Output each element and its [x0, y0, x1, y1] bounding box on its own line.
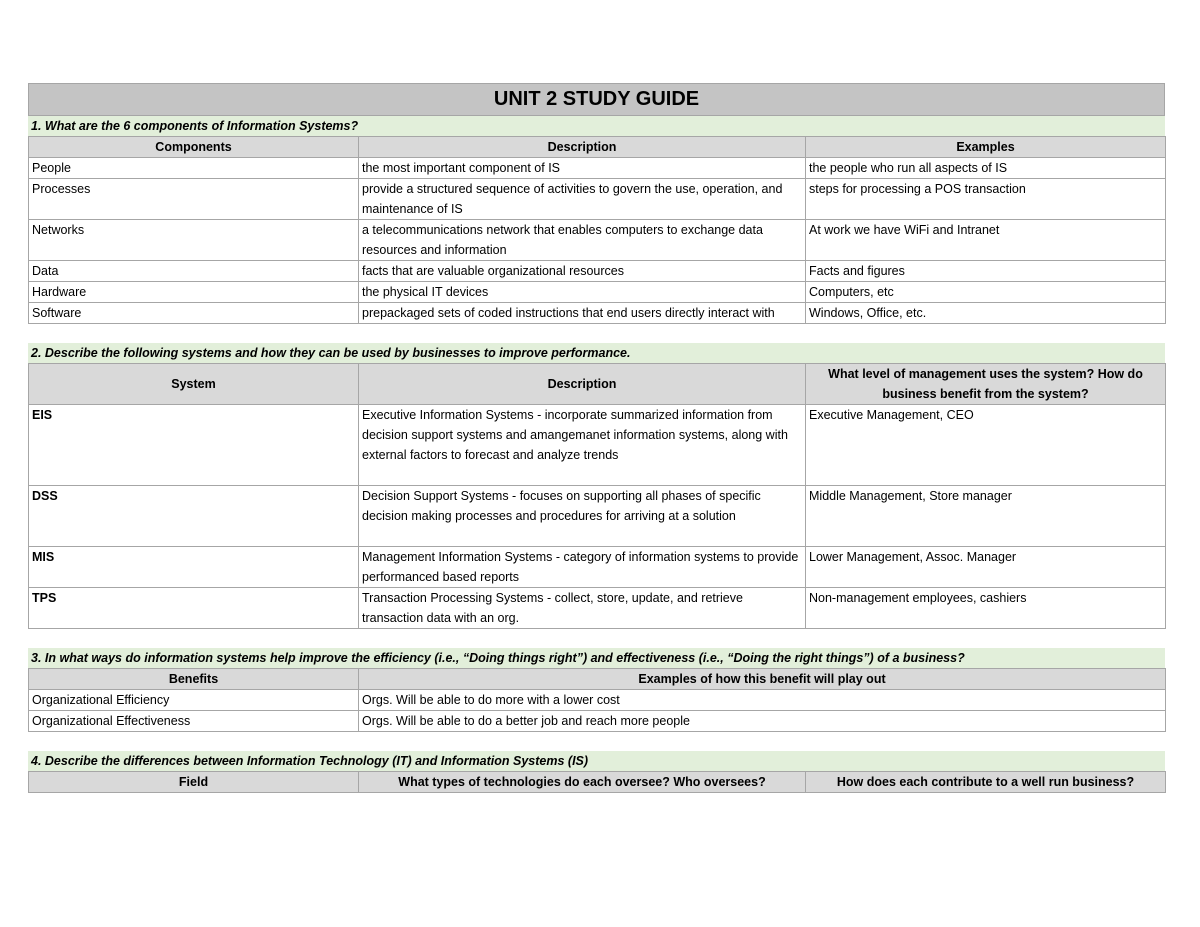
column-header: What level of management uses the system? How do business benefit from the system?: [806, 364, 1166, 405]
component-cell: Processes: [29, 179, 359, 220]
description-cell: Executive Information Systems - incorporate summarized information from decision support systems and amangemanet information systems, along with external factors to forecast and analyze trends: [359, 405, 806, 486]
benefit-cell: Organizational Effectiveness: [29, 711, 359, 732]
example-cell: Windows, Office, etc.: [806, 303, 1166, 324]
system-cell: DSS: [29, 486, 359, 547]
benefits-table: [28, 668, 1166, 732]
table-row: [29, 158, 1166, 179]
table-row: [29, 690, 1166, 711]
table-header-row: [29, 669, 1166, 690]
systems-table: [28, 363, 1166, 629]
question-3: 3. In what ways do information systems help improve the efficiency (i.e., “Doing things right”) and effectiveness (i.e., “Doing the right things”) of a business?: [28, 648, 1165, 668]
component-cell: Networks: [29, 220, 359, 261]
example-cell: Orgs. Will be able to do more with a lower cost: [359, 690, 1166, 711]
component-cell: Data: [29, 261, 359, 282]
description-cell: a telecommunications network that enables computers to exchange data resources and information: [359, 220, 806, 261]
column-header: System: [29, 364, 359, 405]
example-cell: Orgs. Will be able to do a better job and reach more people: [359, 711, 1166, 732]
management-level-cell: Lower Management, Assoc. Manager: [806, 547, 1166, 588]
table-row: [29, 282, 1166, 303]
example-cell: the people who run all aspects of IS: [806, 158, 1166, 179]
example-cell: Facts and figures: [806, 261, 1166, 282]
section-spacer: [28, 629, 1165, 648]
system-cell: MIS: [29, 547, 359, 588]
table-row: [29, 405, 1166, 486]
table-row: [29, 179, 1166, 220]
table-header-row: [29, 364, 1166, 405]
system-cell: EIS: [29, 405, 359, 486]
table-row: [29, 303, 1166, 324]
table-row: [29, 220, 1166, 261]
table-row: [29, 588, 1166, 629]
section-spacer: [28, 732, 1165, 751]
column-header: Field: [29, 772, 359, 793]
management-level-cell: Executive Management, CEO: [806, 405, 1166, 486]
system-cell: TPS: [29, 588, 359, 629]
question-1: 1. What are the 6 components of Information Systems?: [28, 116, 1165, 136]
column-header: Description: [359, 364, 806, 405]
description-cell: prepackaged sets of coded instructions that end users directly interact with: [359, 303, 806, 324]
column-header: Examples of how this benefit will play out: [359, 669, 1166, 690]
management-level-cell: Middle Management, Store manager: [806, 486, 1166, 547]
column-header: Description: [359, 137, 806, 158]
page-title: UNIT 2 STUDY GUIDE: [28, 83, 1165, 116]
example-cell: steps for processing a POS transaction: [806, 179, 1166, 220]
column-header: Benefits: [29, 669, 359, 690]
benefit-cell: Organizational Efficiency: [29, 690, 359, 711]
components-table: [28, 136, 1166, 324]
section-spacer: [28, 324, 1165, 343]
table-row: [29, 261, 1166, 282]
table-row: [29, 547, 1166, 588]
table-header-row: [29, 772, 1166, 793]
management-level-cell: Non-management employees, cashiers: [806, 588, 1166, 629]
table-row: [29, 711, 1166, 732]
example-cell: Computers, etc: [806, 282, 1166, 303]
component-cell: People: [29, 158, 359, 179]
description-cell: provide a structured sequence of activities to govern the use, operation, and maintenance of IS: [359, 179, 806, 220]
description-cell: the physical IT devices: [359, 282, 806, 303]
description-cell: facts that are valuable organizational resources: [359, 261, 806, 282]
description-cell: Management Information Systems - category of information systems to provide performanced based reports: [359, 547, 806, 588]
study-guide-sheet: [28, 83, 1165, 793]
question-2: 2. Describe the following systems and how they can be used by businesses to improve performance.: [28, 343, 1165, 363]
description-cell: Decision Support Systems - focuses on supporting all phases of specific decision making processes and procedures for arriving at a solution: [359, 486, 806, 547]
component-cell: Software: [29, 303, 359, 324]
column-header: What types of technologies do each oversee? Who oversees?: [359, 772, 806, 793]
question-4: 4. Describe the differences between Information Technology (IT) and Information Systems (IS): [28, 751, 1165, 771]
it-vs-is-table: [28, 771, 1166, 793]
column-header: Examples: [806, 137, 1166, 158]
table-header-row: [29, 137, 1166, 158]
column-header: How does each contribute to a well run business?: [806, 772, 1166, 793]
table-row: [29, 486, 1166, 547]
column-header: Components: [29, 137, 359, 158]
description-cell: Transaction Processing Systems - collect, store, update, and retrieve transaction data with an org.: [359, 588, 806, 629]
example-cell: At work we have WiFi and Intranet: [806, 220, 1166, 261]
component-cell: Hardware: [29, 282, 359, 303]
description-cell: the most important component of IS: [359, 158, 806, 179]
